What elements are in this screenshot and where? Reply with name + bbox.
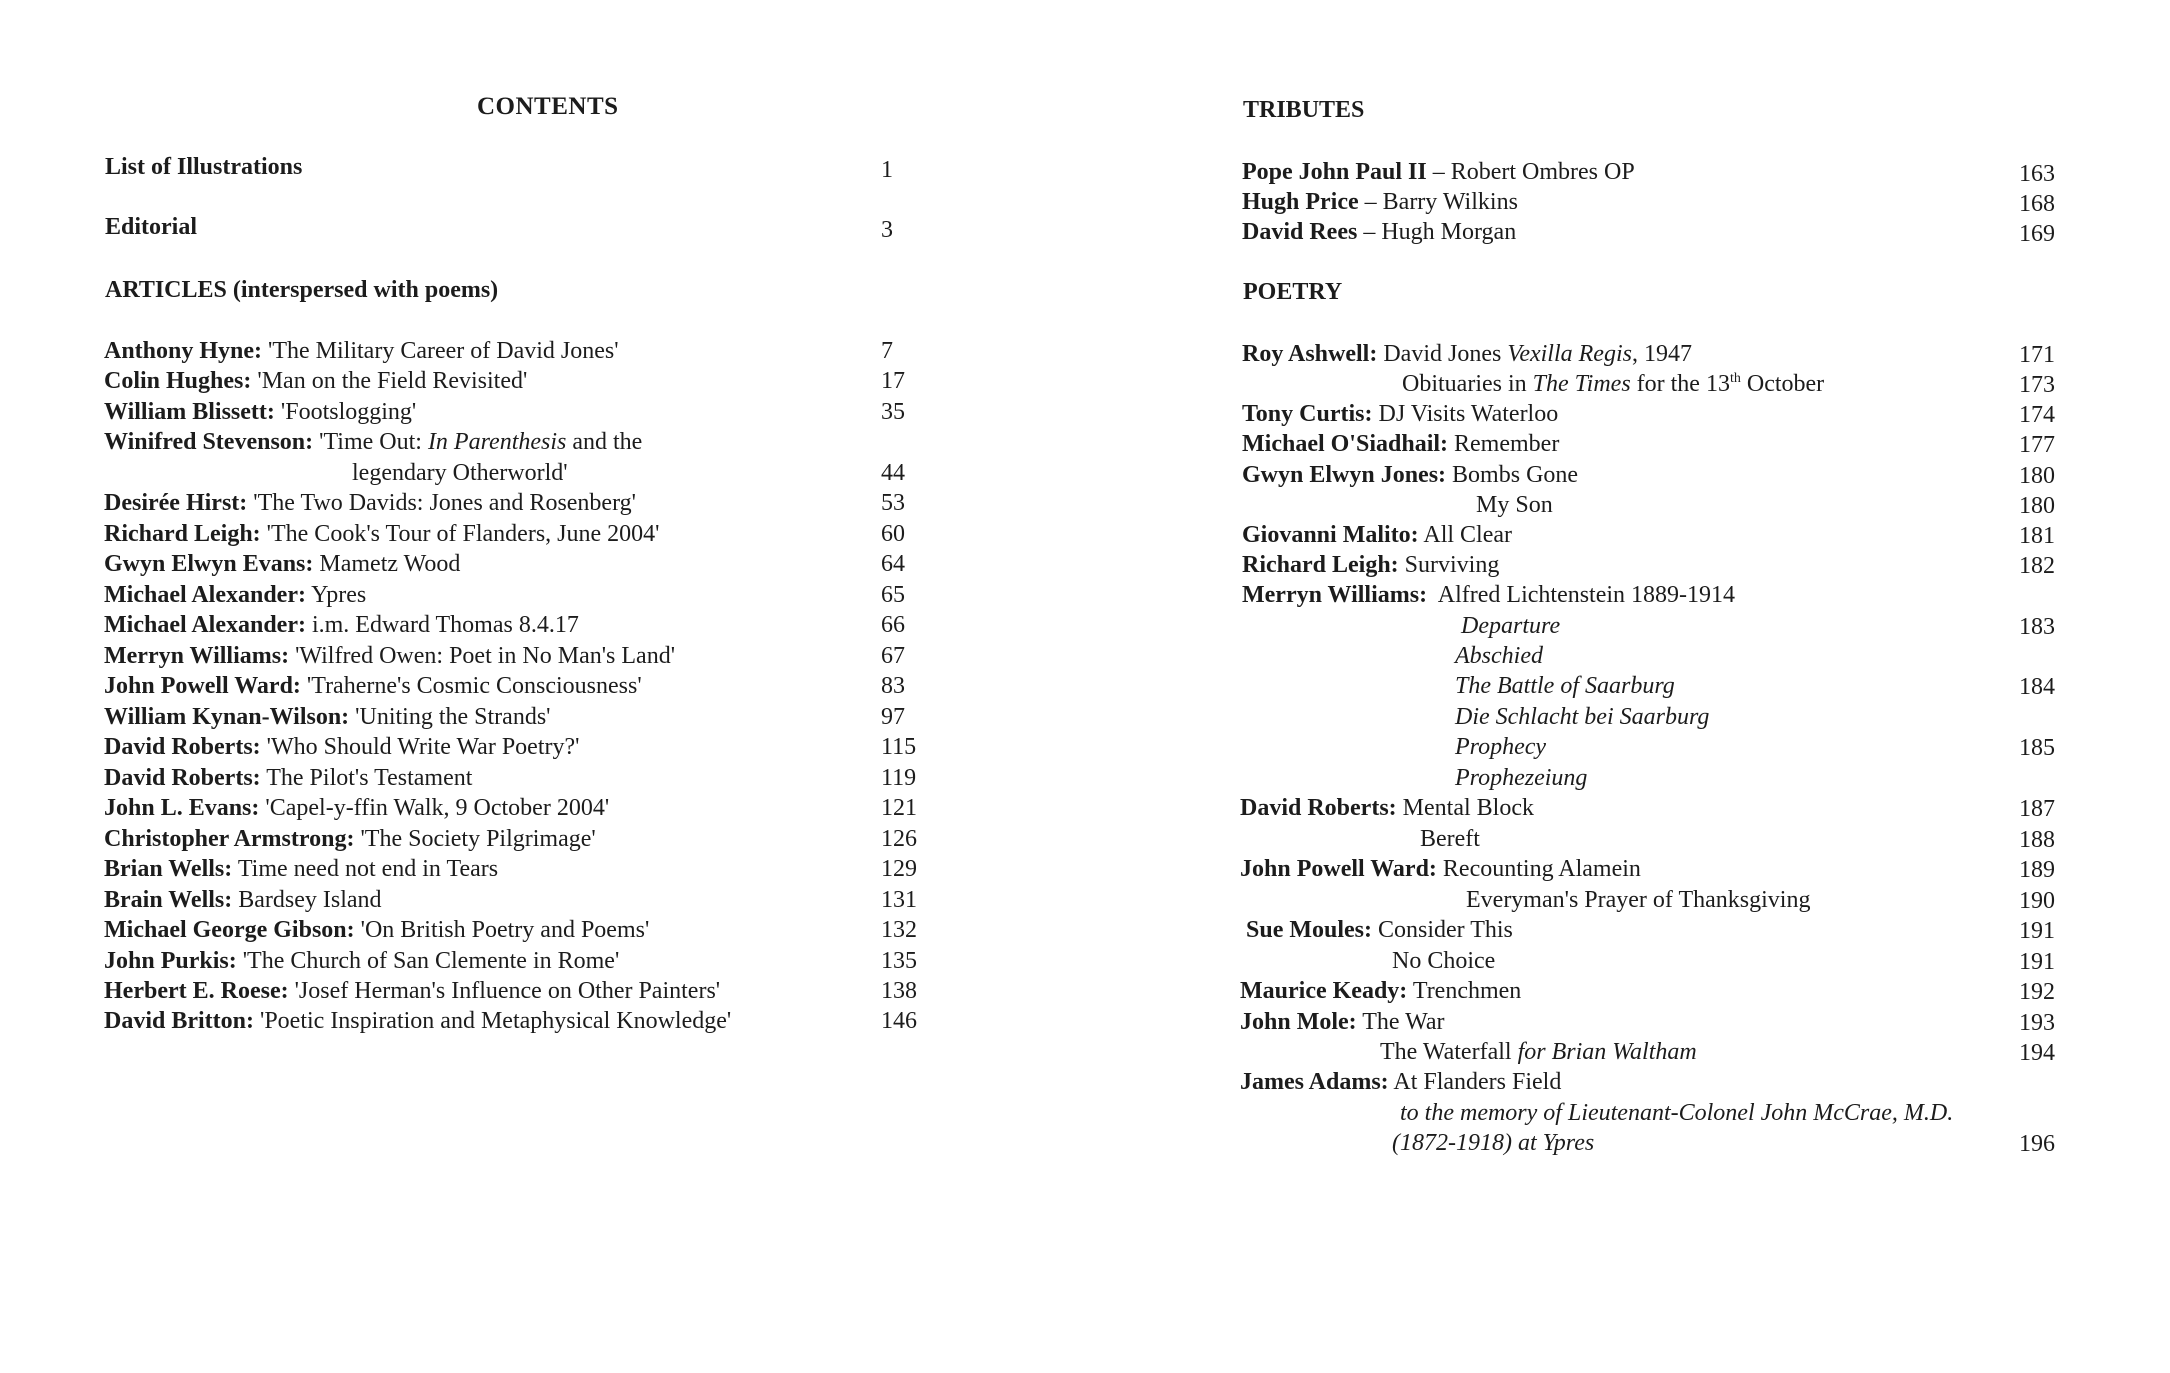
toc-subentry: Die Schlacht bei Saarburg [1455, 704, 1710, 730]
toc-entry-continuation: Obituaries in The Times for the 13th October [1402, 371, 1825, 397]
toc-entry: Michael George Gibson: 'On British Poetry and Poems' [104, 917, 650, 943]
toc-page: 181 [2019, 523, 2055, 549]
toc-entry: Winifred Stevenson: 'Time Out: In Parenthesis and the [104, 429, 643, 455]
toc-page: 191 [2019, 949, 2055, 975]
toc-subentry: Departure [1461, 613, 1561, 639]
right-page [1110, 0, 2170, 1373]
toc-entry: Michael O'Siadhail: Remember [1242, 431, 1560, 457]
front-item-label: List of Illustrations [105, 154, 303, 180]
toc-page: 65 [881, 582, 905, 608]
toc-page: 132 [881, 917, 917, 943]
toc-entry: Sue Moules: Consider This [1246, 917, 1513, 943]
front-item-page: 1 [881, 157, 893, 183]
toc-page: 135 [881, 948, 917, 974]
toc-page: 64 [881, 551, 905, 577]
toc-entry: Christopher Armstrong: 'The Society Pilgrimage' [104, 826, 596, 852]
toc-page: 183 [2019, 614, 2055, 640]
toc-entry: Gwyn Elwyn Jones: Bombs Gone [1242, 462, 1579, 488]
toc-entry: Gwyn Elwyn Evans: Mametz Wood [104, 551, 461, 577]
toc-entry: David Roberts: The Pilot's Testament [104, 765, 473, 791]
toc-entry: Maurice Keady: Trenchmen [1240, 978, 1522, 1004]
toc-page: 171 [2019, 342, 2055, 368]
toc-entry-continuation: My Son [1476, 492, 1553, 518]
toc-page: 131 [881, 887, 917, 913]
toc-subentry: Prophezeiung [1455, 765, 1588, 791]
toc-page: 184 [2019, 674, 2055, 700]
toc-page: 44 [881, 460, 905, 486]
toc-entry-continuation: No Choice [1392, 948, 1496, 974]
toc-entry: Brian Wells: Time need not end in Tears [104, 856, 499, 882]
toc-page: 35 [881, 399, 905, 425]
toc-page: 191 [2019, 918, 2055, 944]
toc-page: 174 [2019, 402, 2055, 428]
toc-page: 187 [2019, 796, 2055, 822]
toc-entry-continuation: The Waterfall for Brian Waltham [1380, 1039, 1697, 1065]
toc-entry-continuation: Bereft [1420, 826, 1480, 852]
toc-page: 138 [881, 978, 917, 1004]
toc-entry: Desirée Hirst: 'The Two Davids: Jones and Rosenberg' [104, 490, 636, 516]
toc-entry: Anthony Hyne: 'The Military Career of David Jones' [104, 338, 619, 364]
toc-page: 168 [2019, 191, 2055, 217]
toc-entry: John L. Evans: 'Capel-y-ffin Walk, 9 October 2004' [104, 795, 610, 821]
toc-page: 177 [2019, 432, 2055, 458]
toc-page: 60 [881, 521, 905, 547]
toc-entry: Michael Alexander: Ypres [104, 582, 367, 608]
toc-page: 196 [2019, 1131, 2055, 1157]
toc-page: 192 [2019, 979, 2055, 1005]
toc-page: 129 [881, 856, 917, 882]
toc-page: 83 [881, 673, 905, 699]
toc-entry: David Britton: 'Poetic Inspiration and Metaphysical Knowledge' [104, 1008, 732, 1034]
toc-page: 163 [2019, 161, 2055, 187]
toc-page: 53 [881, 490, 905, 516]
toc-dedication: (1872-1918) at Ypres [1392, 1130, 1595, 1156]
toc-page: 180 [2019, 463, 2055, 489]
toc-page: 188 [2019, 827, 2055, 853]
toc-page: 67 [881, 643, 905, 669]
toc-entry: William Blissett: 'Footslogging' [104, 399, 417, 425]
toc-entry: William Kynan-Wilson: 'Uniting the Strands' [104, 704, 551, 730]
toc-entry: Merryn Williams: Alfred Lichtenstein 1889-1914 [1242, 582, 1736, 608]
front-item-label: Editorial [105, 214, 198, 240]
toc-entry: Richard Leigh: Surviving [1242, 552, 1500, 578]
toc-page: 121 [881, 795, 917, 821]
toc-page: 190 [2019, 888, 2055, 914]
toc-page: 7 [881, 338, 893, 364]
toc-page: 189 [2019, 857, 2055, 883]
toc-entry: Merryn Williams: 'Wilfred Owen: Poet in No Man's Land' [104, 643, 676, 669]
toc-entry: Roy Ashwell: David Jones Vexilla Regis, 1947 [1242, 341, 1692, 367]
toc-entry: David Rees – Hugh Morgan [1242, 219, 1517, 245]
toc-subentry: Abschied [1455, 643, 1543, 669]
toc-page: 180 [2019, 493, 2055, 519]
toc-entry: Herbert E. Roese: 'Josef Herman's Influence on Other Painters' [104, 978, 721, 1004]
toc-page: 97 [881, 704, 905, 730]
toc-entry: John Powell Ward: Recounting Alamein [1240, 856, 1641, 882]
toc-entry: Tony Curtis: DJ Visits Waterloo [1242, 401, 1559, 427]
front-item-page: 3 [881, 217, 893, 243]
articles-heading: ARTICLES (interspersed with poems) [105, 277, 499, 303]
toc-page: 115 [881, 734, 917, 760]
toc-entry: Hugh Price – Barry Wilkins [1242, 189, 1518, 215]
toc-entry: Michael Alexander: i.m. Edward Thomas 8.4.17 [104, 612, 579, 638]
toc-page: 146 [881, 1008, 917, 1034]
toc-entry: Brain Wells: Bardsey Island [104, 887, 382, 913]
toc-entry: John Mole: The War [1240, 1009, 1445, 1035]
toc-subentry: The Battle of Saarburg [1455, 673, 1675, 699]
toc-entry: James Adams: At Flanders Field [1240, 1069, 1562, 1095]
toc-entry: John Purkis: 'The Church of San Clemente in Rome' [104, 948, 620, 974]
toc-page: 126 [881, 826, 917, 852]
toc-entry-continuation: Everyman's Prayer of Thanksgiving [1466, 887, 1811, 913]
toc-page: 119 [881, 765, 917, 791]
toc-entry: Richard Leigh: 'The Cook's Tour of Flanders, June 2004' [104, 521, 660, 547]
toc-page: 194 [2019, 1040, 2055, 1066]
toc-entry: John Powell Ward: 'Traherne's Cosmic Consciousness' [104, 673, 642, 699]
toc-page: 169 [2019, 221, 2055, 247]
toc-page: 193 [2019, 1010, 2055, 1036]
toc-entry: Colin Hughes: 'Man on the Field Revisited' [104, 368, 528, 394]
contents-heading: CONTENTS [477, 93, 619, 120]
toc-page: 173 [2019, 372, 2055, 398]
poetry-heading: POETRY [1243, 279, 1343, 305]
toc-page: 17 [881, 368, 905, 394]
toc-entry: Giovanni Malito: All Clear [1242, 522, 1512, 548]
toc-subentry: Prophecy [1455, 734, 1547, 760]
toc-entry: Pope John Paul II – Robert Ombres OP [1242, 159, 1635, 185]
toc-page: 66 [881, 612, 905, 638]
toc-page: 185 [2019, 735, 2055, 761]
tributes-heading: TRIBUTES [1243, 97, 1365, 123]
toc-entry: David Roberts: Mental Block [1240, 795, 1534, 821]
toc-page: 182 [2019, 553, 2055, 579]
toc-dedication: to the memory of Lieutenant-Colonel John McCrae, M.D. [1400, 1100, 1954, 1126]
toc-entry: David Roberts: 'Who Should Write War Poetry?' [104, 734, 580, 760]
toc-entry-continuation: legendary Otherworld' [352, 460, 568, 486]
